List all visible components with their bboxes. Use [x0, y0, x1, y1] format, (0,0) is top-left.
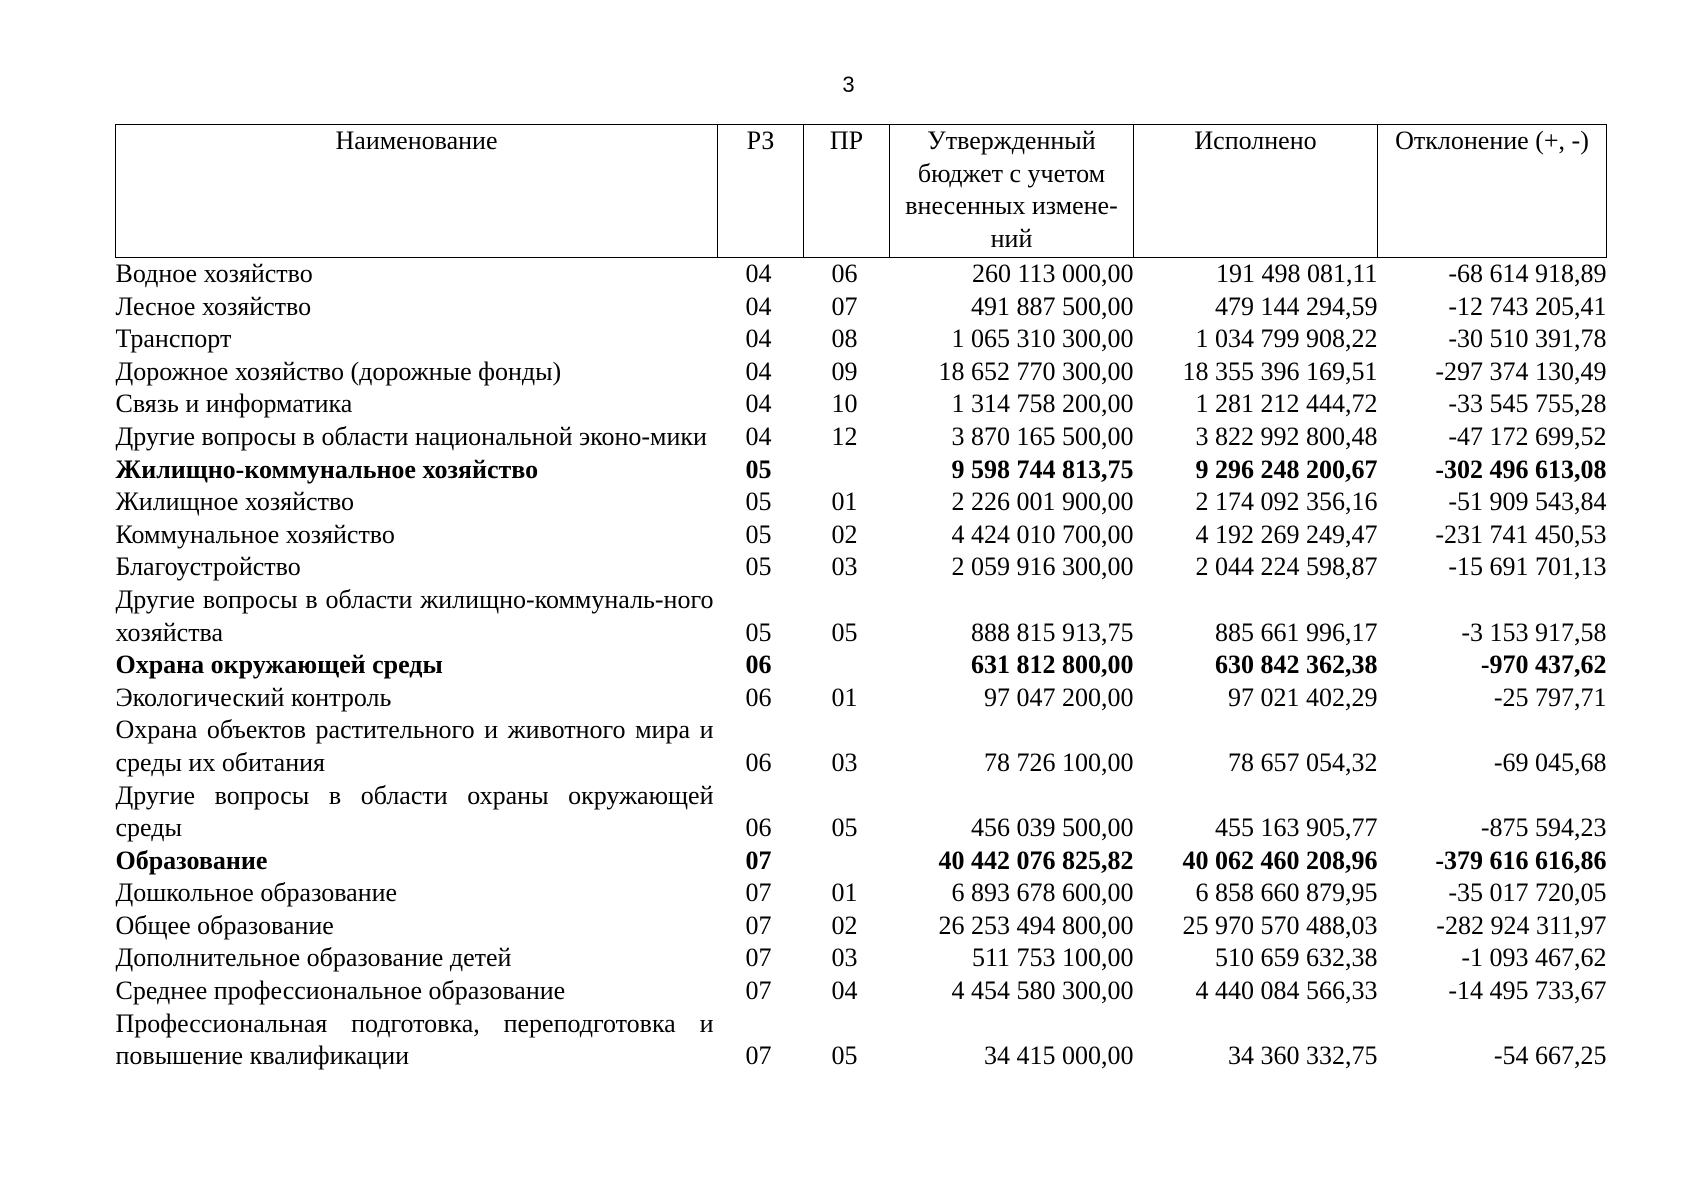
row-approved: 97 047 200,00: [984, 682, 1134, 712]
row-executed: 2 174 092 356,16: [1195, 487, 1378, 517]
table-row: [116, 975, 1607, 1008]
row-name: Экологический контроль: [115, 682, 392, 712]
row-deviation: -35 017 720,05: [1448, 878, 1607, 908]
row-pr: 09: [831, 356, 858, 386]
row-rz: 05: [745, 617, 772, 647]
row-executed: 455 163 905,77: [1215, 813, 1378, 843]
row-pr: 10: [831, 389, 858, 419]
table-row: [116, 682, 1607, 715]
table-row: [116, 486, 1607, 519]
header-name: Наименование: [116, 125, 718, 258]
row-name: Коммунальное хозяйство: [115, 519, 395, 549]
row-name: Охрана объектов растительного и животного мира и среды их обитания: [115, 715, 714, 777]
row-pr: 03: [831, 552, 858, 582]
table-row: [116, 910, 1607, 943]
row-executed: 97 021 402,29: [1228, 682, 1378, 712]
row-rz: 07: [745, 943, 772, 973]
row-pr: 01: [831, 878, 858, 908]
table-row: [116, 421, 1607, 454]
row-rz: 04: [745, 389, 772, 419]
table-row: [116, 877, 1607, 910]
row-rz: 07: [745, 878, 772, 908]
row-executed: 6 858 660 879,95: [1195, 878, 1378, 908]
row-deviation: -14 495 733,67: [1448, 976, 1607, 1006]
table-row: [116, 291, 1607, 324]
row-deviation: -15 691 701,13: [1448, 552, 1607, 582]
row-approved: 491 887 500,00: [971, 291, 1134, 321]
row-approved: 6 893 678 600,00: [951, 878, 1134, 908]
row-executed: 25 970 570 488,03: [1182, 910, 1378, 940]
row-name: Жилищное хозяйство: [115, 487, 355, 517]
row-deviation: -3 153 917,58: [1461, 617, 1607, 647]
row-approved: 511 753 100,00: [971, 943, 1134, 973]
row-name: Транспорт: [115, 324, 232, 354]
row-rz: 04: [745, 421, 772, 451]
row-deviation: -47 172 699,52: [1448, 421, 1607, 451]
header-executed: Исполнено: [1134, 125, 1378, 258]
row-executed: 1 034 799 908,22: [1195, 324, 1378, 354]
row-executed: 2 044 224 598,87: [1195, 552, 1378, 582]
table-row: [116, 942, 1607, 975]
row-rz: 07: [745, 845, 772, 875]
row-approved: 18 652 770 300,00: [938, 356, 1134, 386]
row-approved: 40 442 076 825,82: [938, 845, 1134, 875]
row-name: Лесное хозяйство: [115, 291, 312, 321]
row-executed: 479 144 294,59: [1215, 291, 1378, 321]
row-executed: 630 842 362,38: [1215, 650, 1378, 680]
row-executed: 510 659 632,38: [1215, 943, 1378, 973]
row-pr: 08: [831, 324, 858, 354]
table-header-row: [116, 125, 1607, 258]
row-name: Жилищно-коммунальное хозяйство: [115, 454, 539, 484]
row-rz: 05: [745, 487, 772, 517]
row-rz: 06: [745, 747, 772, 777]
row-executed: 3 822 992 800,48: [1195, 421, 1378, 451]
row-name: Профессиональная подготовка, переподготовка и повышение квалификации: [115, 1008, 714, 1071]
row-executed: 34 360 332,75: [1228, 1041, 1378, 1071]
table-row: [116, 258, 1607, 291]
row-rz: 05: [745, 454, 772, 484]
table-row: [116, 551, 1607, 584]
row-rz: 06: [745, 650, 772, 680]
row-pr: 01: [831, 682, 858, 712]
header-pr: ПР: [804, 125, 890, 258]
row-pr: [804, 454, 890, 487]
row-pr: 05: [831, 813, 858, 843]
row-rz: 07: [745, 1041, 772, 1071]
row-approved: 4 424 010 700,00: [951, 519, 1134, 549]
row-deviation: -51 909 543,84: [1448, 487, 1607, 517]
row-rz: 06: [745, 682, 772, 712]
row-approved: 4 454 580 300,00: [951, 976, 1134, 1006]
row-name: Другие вопросы в области национальной эконо-мики: [115, 421, 707, 451]
header-approved-budget: Утвержденный бюджет с учетом внесенных измене-ний: [890, 125, 1134, 258]
row-name: Дорожное хозяйство (дорожные фонды): [115, 356, 562, 386]
row-executed: 4 192 269 249,47: [1195, 519, 1378, 549]
row-approved: 1 065 310 300,00: [951, 324, 1134, 354]
row-rz: 04: [745, 291, 772, 321]
table-row-section: [116, 649, 1607, 682]
row-pr: 07: [831, 291, 858, 321]
row-deviation: -54 667,25: [1493, 1041, 1607, 1071]
row-deviation: -68 614 918,89: [1448, 259, 1607, 288]
row-pr: 02: [831, 519, 858, 549]
row-pr: 03: [831, 747, 858, 777]
row-rz: 06: [745, 813, 772, 843]
row-pr: 05: [831, 617, 858, 647]
table-row: [116, 388, 1607, 421]
row-deviation: -282 924 311,97: [1436, 910, 1607, 940]
table-row-section: [116, 454, 1607, 487]
row-rz: 07: [745, 910, 772, 940]
row-rz: 05: [745, 519, 772, 549]
budget-table: [115, 124, 1607, 1073]
row-approved: 631 812 800,00: [971, 650, 1134, 680]
table-row: [116, 356, 1607, 389]
row-approved: 3 870 165 500,00: [951, 421, 1134, 451]
row-approved: 9 598 744 813,75: [951, 454, 1134, 484]
row-approved: 26 253 494 800,00: [938, 910, 1134, 940]
row-executed: 18 355 396 169,51: [1182, 356, 1378, 386]
row-approved: 78 726 100,00: [984, 747, 1134, 777]
row-approved: 1 314 758 200,00: [951, 389, 1134, 419]
table-row: [116, 1008, 1607, 1073]
row-executed: 885 661 996,17: [1215, 617, 1378, 647]
row-pr: 05: [831, 1041, 858, 1071]
row-name: Дошкольное образование: [115, 878, 398, 908]
row-executed: 78 657 054,32: [1228, 747, 1378, 777]
row-executed: 40 062 460 208,96: [1182, 845, 1378, 875]
row-name: Охрана окружающей среды: [115, 650, 443, 680]
row-approved: 2 059 916 300,00: [951, 552, 1134, 582]
row-approved: 2 226 001 900,00: [951, 487, 1134, 517]
row-deviation: -970 437,62: [1480, 650, 1607, 680]
table-row: [116, 519, 1607, 552]
row-name: Среднее профессиональное образование: [115, 976, 566, 1006]
row-pr: 04: [831, 976, 858, 1006]
row-approved: 888 815 913,75: [971, 617, 1134, 647]
row-deviation: -1 093 467,62: [1461, 943, 1607, 973]
row-rz: 05: [745, 552, 772, 582]
row-name: Благоустройство: [115, 552, 301, 582]
row-executed: 191 498 081,11: [1215, 259, 1378, 288]
row-pr: [804, 845, 890, 878]
row-pr: 12: [831, 421, 858, 451]
row-name: Другие вопросы в области жилищно-коммуналь-ного хозяйства: [115, 584, 714, 647]
row-rz: 04: [745, 324, 772, 354]
row-name: Образование: [115, 845, 268, 875]
row-pr: 06: [831, 259, 858, 288]
row-name: Другие вопросы в области охраны окружающей среды: [115, 780, 714, 843]
row-deviation: -875 594,23: [1480, 813, 1607, 843]
row-name: Водное хозяйство: [115, 259, 313, 288]
row-deviation: -297 374 130,49: [1435, 356, 1607, 386]
row-executed: 4 440 084 566,33: [1195, 976, 1378, 1006]
row-executed: 1 281 212 444,72: [1195, 389, 1378, 419]
row-rz: 04: [745, 356, 772, 386]
row-deviation: -30 510 391,78: [1448, 324, 1607, 354]
row-executed: 9 296 248 200,67: [1195, 454, 1378, 484]
row-deviation: -25 797,71: [1493, 682, 1607, 712]
row-approved: 260 113 000,00: [971, 259, 1134, 288]
row-deviation: -231 741 450,53: [1435, 519, 1607, 549]
row-rz: 07: [745, 976, 772, 1006]
row-rz: 04: [745, 259, 772, 288]
row-pr: 02: [831, 910, 858, 940]
row-deviation: -379 616 616,86: [1435, 845, 1607, 875]
page-number: 3: [842, 72, 855, 97]
table-row: [116, 584, 1607, 649]
table-row: [116, 714, 1607, 779]
row-approved: 456 039 500,00: [971, 813, 1134, 843]
header-rz: РЗ: [718, 125, 804, 258]
row-deviation: -12 743 205,41: [1448, 291, 1607, 321]
row-pr: 01: [831, 487, 858, 517]
row-deviation: -33 545 755,28: [1448, 389, 1607, 419]
table-row-section: [116, 845, 1607, 878]
row-name: Общее образование: [115, 910, 334, 940]
row-deviation: -69 045,68: [1493, 747, 1607, 777]
row-deviation: -302 496 613,08: [1435, 454, 1607, 484]
table-row: [116, 780, 1607, 845]
row-pr: 03: [831, 943, 858, 973]
row-name: Связь и информатика: [115, 389, 353, 419]
row-name: Дополнительное образование детей: [115, 943, 512, 973]
row-approved: 34 415 000,00: [984, 1041, 1134, 1071]
table-row: [116, 323, 1607, 356]
row-pr: [804, 649, 890, 682]
header-deviation: Отклонение (+, -): [1378, 125, 1607, 258]
